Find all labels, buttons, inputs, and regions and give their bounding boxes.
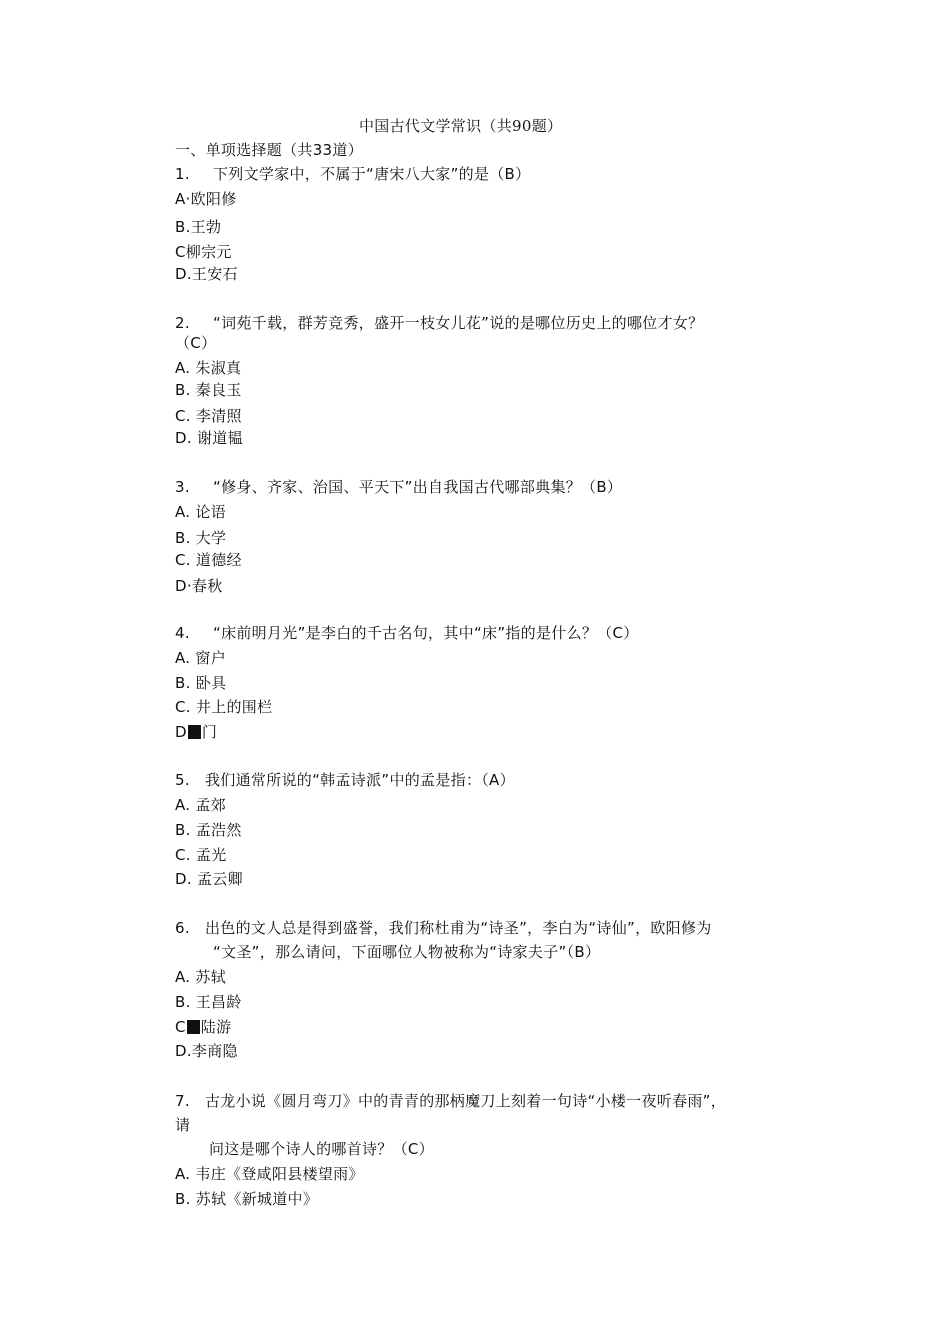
question-7-text: 古龙小说《圆月弯刀》中的青青的那柄魔刀上刻着一句诗“小楼一夜听春雨”， [205, 1092, 727, 1110]
question-6-option-a: A. 苏轼 [175, 968, 227, 986]
question-6-text-continued: “文圣”，那么请问，下面哪位人物被称为“诗家夫子”（B） [213, 943, 601, 961]
question-4-option-c: C. 井上的围栏 [175, 698, 273, 716]
question-7-text-wrap: 请 [175, 1116, 191, 1134]
question-3-text: “修身、齐家、治国、平天下”出自我国古代哪部典集？（B） [213, 478, 623, 496]
question-4-option-d [175, 722, 217, 742]
question-2-text: “词苑千载，群芳竞秀，盛开一枝女儿花”说的是哪位历史上的哪位才女？ [213, 314, 704, 332]
option-d-prefix: D [175, 723, 187, 741]
question-4-text: “床前明月光”是李白的千古名句，其中“床”指的是什么？（C） [213, 624, 639, 642]
question-4-option-a: A. 窗户 [175, 649, 227, 667]
question-2-number: 2. [175, 314, 190, 332]
question-5-text: 我们通常所说的“韩孟诗派”中的孟是指：（A） [205, 771, 515, 789]
question-1-option-d: D.王安石 [175, 265, 238, 283]
question-7-option-a: A. 韦庄《登咸阳县楼望雨》 [175, 1165, 364, 1183]
question-5-option-c: C. 孟光 [175, 846, 227, 864]
question-6-option-b: B. 王昌龄 [175, 993, 242, 1011]
question-7-option-b: B. 苏轼《新城道中》 [175, 1190, 319, 1208]
question-4-option-b: B. 卧具 [175, 674, 227, 692]
question-3-option-d: D·春秋 [175, 577, 223, 595]
question-1-option-b: B.王勃 [175, 218, 222, 236]
option-c-prefix: C [175, 1018, 186, 1036]
option-d-text: 门 [201, 723, 218, 741]
blacked-square-glyph [187, 1020, 200, 1034]
question-2-answer: （C） [175, 334, 217, 352]
question-5-option-b: B. 孟浩然 [175, 821, 242, 839]
question-7-text-continued: 问这是哪个诗人的哪首诗？（C） [209, 1140, 434, 1158]
question-5-option-a: A. 孟郊 [175, 796, 227, 814]
question-3-option-c: C. 道德经 [175, 551, 242, 569]
question-2-option-a: A. 朱淑真 [175, 359, 242, 377]
question-2-option-c: C. 李清照 [175, 407, 242, 425]
question-1-number: 1. [175, 165, 190, 183]
question-6-text: 出色的文人总是得到盛誉，我们称杜甫为“诗圣”，李白为“诗仙”，欧阳修为 [205, 919, 712, 937]
question-4-number: 4. [175, 624, 190, 642]
option-c-text: 陆游 [200, 1018, 232, 1036]
question-5-option-d: D. 孟云卿 [175, 870, 243, 888]
question-6-option-d: D.李商隐 [175, 1042, 238, 1060]
question-2-option-d: D. 谢道韫 [175, 429, 243, 447]
question-3-option-a: A. 论语 [175, 503, 227, 521]
question-1-text: 下列文学家中，不属于“唐宋八大家”的是（B） [213, 165, 531, 183]
section-heading: 一、单项选择题（共33道） [175, 141, 363, 159]
question-1-option-a: A·欧阳修 [175, 190, 237, 208]
question-1-option-c: C柳宗元 [175, 243, 232, 261]
question-6-option-c [175, 1017, 231, 1037]
question-3-number: 3. [175, 478, 190, 496]
question-5-number: 5. [175, 771, 190, 789]
blacked-square-glyph [188, 725, 201, 739]
document-title: 中国古代文学常识（共90题） [359, 117, 563, 135]
question-6-number: 6. [175, 919, 190, 937]
question-7-number: 7. [175, 1092, 190, 1110]
question-2-option-b: B. 秦良玉 [175, 381, 242, 399]
question-3-option-b: B. 大学 [175, 529, 227, 547]
